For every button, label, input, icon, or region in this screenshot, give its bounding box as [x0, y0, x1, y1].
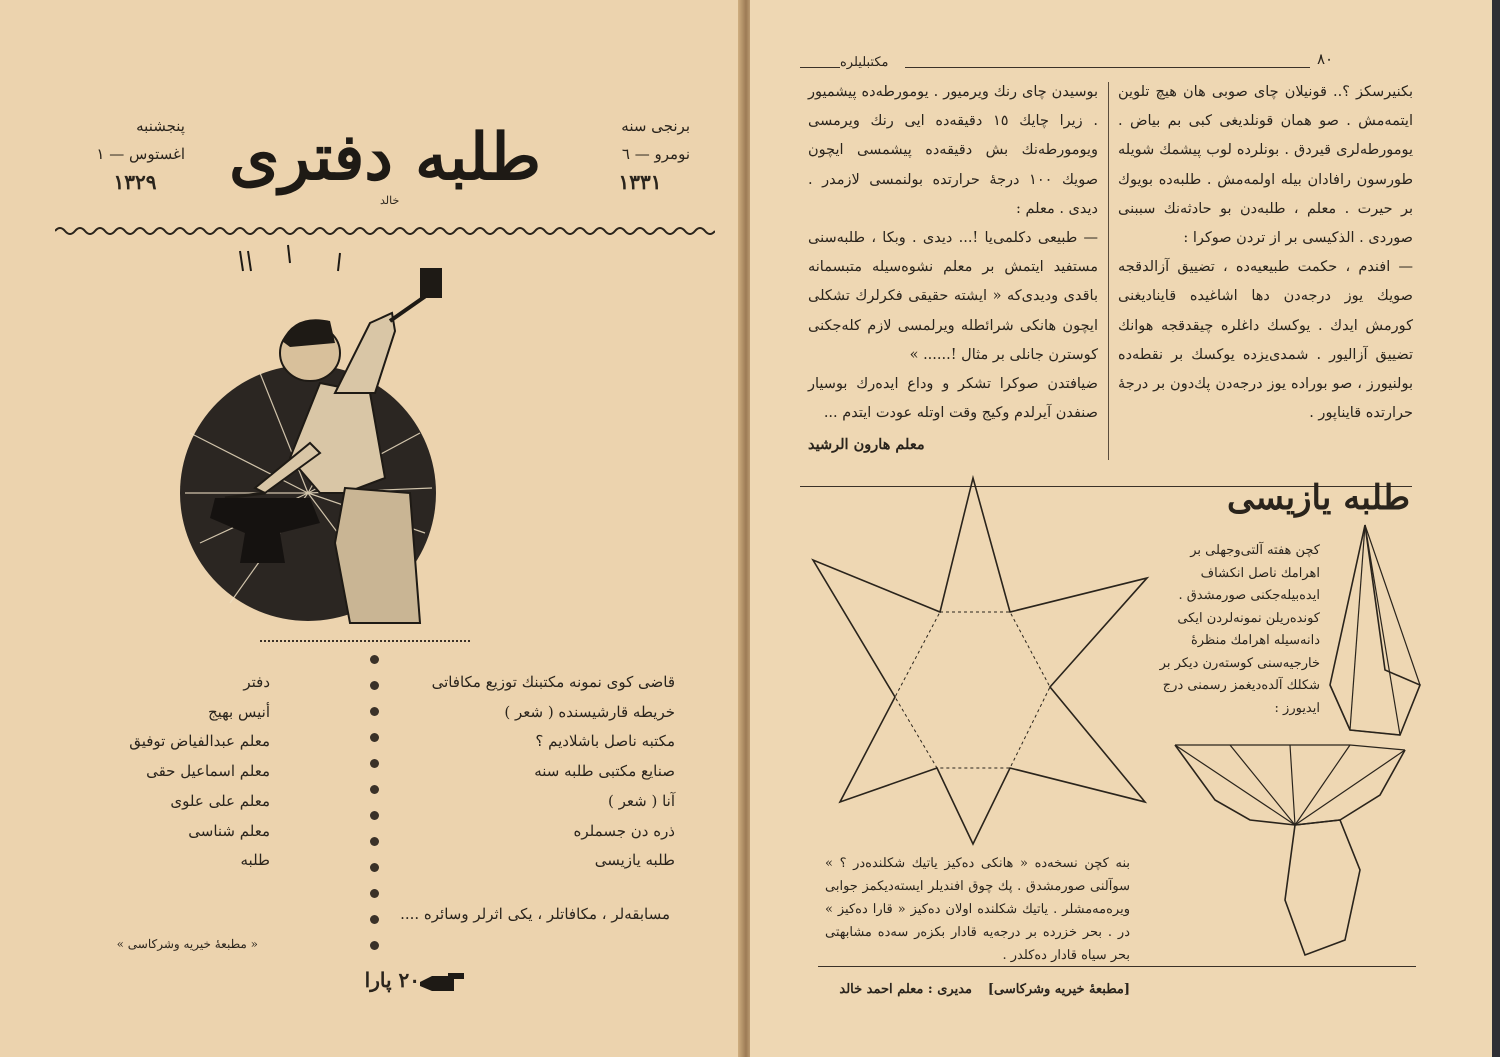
- toc-author: معلم عبدالفیاض توفیق: [129, 732, 270, 751]
- pointing-hand-icon: [418, 970, 468, 994]
- running-header-title: مکتبلیلره: [840, 55, 889, 70]
- masthead-title: طلبه دفتری: [229, 120, 541, 195]
- toc-author: معلم اسماعیل حقی: [146, 762, 270, 781]
- toc-author: طلبه: [240, 851, 270, 870]
- article-column-left: [808, 78, 1098, 460]
- toc-bullet: [370, 681, 379, 690]
- toc-title: طلبه یازیسی: [594, 851, 675, 870]
- six-point-star-net-figure: [805, 472, 1155, 852]
- hexagonal-pyramid-figure: [1325, 520, 1425, 750]
- pyramid-net-figure: [1170, 740, 1410, 960]
- toc-bullet: [370, 785, 379, 794]
- figure-description: کچن هفته آلتی‌وجهلی بر اهرامك ناصل انکشاف ایده‌بیله‌جکنی صورمشدق . کوندەریلن نمونه‌لردن ایکی دانه‌سیله اهرامك منظرهٔ خارجیه‌سنی کوسته‌رن دیکر بر شکلك آلده‌دیغمز رسمنی درج ایدیورز :: [1159, 543, 1320, 716]
- imprint: [مطبعهٔ خیریه وشرکاسی]: [987, 982, 1130, 997]
- toc-bullet: [370, 655, 379, 664]
- masthead-date-info: [85, 112, 185, 196]
- toc-bullet: [370, 733, 379, 742]
- toc-author: معلم شناسی: [188, 821, 270, 840]
- toc-bullet: [370, 759, 379, 768]
- editor-credit: مدیری : معلم احمد خالد: [839, 982, 972, 997]
- toc-title: قاضی کوی نمونه مکتبنك توزیع مکافاتی: [431, 673, 675, 691]
- footer-rule: [818, 966, 1416, 967]
- toc-bullet: [370, 941, 379, 950]
- article-paragraph: — افندم ، حکمت طبیعیه‌ده ، تضییق آزالدقجه صویك یوز درجه‌دن دها اشاغیده قایناديغنی کورمش ایدك . یوکسك داغلره چیقدقجه هوانك تضییق آزالیور . شمدی‌یزده یوکسك بر نقطه‌ده بولنیورز ، صو بوراده یوز درجه‌دن پك‌دون بر درجهٔ حرارتده قایناپور .: [1118, 259, 1413, 422]
- page-number: ٨٠: [1317, 50, 1334, 68]
- toc-title: مکتبه ناصل باشلادیم ؟: [535, 732, 675, 751]
- toc-author: معلم علی علوی: [170, 791, 270, 810]
- column-divider: [1108, 82, 1109, 460]
- header-rule: [905, 67, 1310, 68]
- masthead-year-label: برنجی سنه: [621, 117, 690, 135]
- article-column-right: [1118, 78, 1413, 428]
- toc-bullet: [370, 863, 379, 872]
- masthead-signature: خالد: [380, 194, 400, 207]
- article-paragraph: بکنیرسکز ؟.. قونیلان چای صوبی هان هیچ تلوین ایتمەمش . صو همان قونلدیغی کبی بم بیاض . یومورطه‌لری قیردق . بونلرده لوب پیشمك شویله طورسون رافادان بیله اولمەمش . طلبه‌ده بویوك بر حیرت . معلم ، طلبه‌دن بو حادثه‌نك سببنی صوردی . الذکیسی بر از تردن صوکرا :: [1118, 84, 1413, 247]
- masthead-date: اغستوس — ١: [96, 145, 185, 163]
- author-signature: معلم هارون الرشید: [808, 436, 925, 454]
- toc-authors: [90, 668, 270, 876]
- dotted-separator: [260, 640, 470, 642]
- article-paragraph: — طبیعی دکلمی‌یا !... دیدی . وبکا ، طلبه‌سنی مستفید ایتمش بر معلم نشوه‌سیله متبسمانه باقدی ودیدی‌که « ایشته حقیقی فکرلرك تشکلی ایچون هانکی شرائطله ویرلمسی لازم کله‌جکنی کوسترن جانلی بر مثال !...... »: [808, 230, 1098, 363]
- toc-titles: [420, 668, 675, 876]
- price-label: ٢٠ پارا: [364, 968, 420, 992]
- toc-title: صنایع مکتبی طلبه سنه: [534, 762, 675, 781]
- cover-footer-note: مسابقه‌لر ، مکافاتلر ، یکی اثرلر وسائره ....: [400, 905, 670, 923]
- blacksmith-illustration: [170, 243, 445, 638]
- masthead-hijri-year: ١٣٣١: [618, 170, 662, 194]
- question-footnote: بنه کچن نسخه‌ده « هانکی ده‌کیز یاتیك شکلنده‌در ؟ » سوآلنی صورمشدق . پك چوق افندیلر ایسته‌دیکمز جوابی ویره‌مه‌مشلر . یاتیك شکلنده اولان ده‌کیز « قارا ده‌کیز » در . بحر خزرده بر درجه‌یه قادار بکزه‌ر سه‌ده مشابهتی بحر سیاه قادار ده‌کلدر .: [825, 856, 1130, 963]
- press-name: « مطبعهٔ خیریه وشرکاسی »: [116, 937, 258, 951]
- toc-title: آنا ( شعر ): [607, 791, 675, 810]
- masthead-rumi-year: ١٣٢٩: [113, 170, 157, 194]
- toc-bullet: [370, 707, 379, 716]
- toc-title: ذره دن جسملره: [573, 821, 675, 840]
- section-title: طلبه یازیسی: [1226, 478, 1410, 518]
- masthead-issue-info: [590, 112, 690, 196]
- toc-title: خریطه قارشیسنده ( شعر ): [504, 702, 675, 721]
- left-page-cover: [0, 0, 745, 1057]
- toc-author: أنیس بهیج: [207, 702, 270, 721]
- wavy-divider: [55, 225, 715, 237]
- article-paragraph: بوسیدن چای رنك ویرمیور . یومورطه‌ده پیشمیور . زیرا چایك ١٥ دقیقه‌ده ایی رنك ویرمسی ویومورطه‌نك بش دقیقه‌ده پیشمسی ایچون صویك ١٠٠ درجهٔ حرارتده بولنمسی لازمدر . دیدی . معلم :: [808, 84, 1099, 217]
- article-paragraph: ضیافتدن صوکرا تشکر و وداع ایده‌رك بوسیار صنفدن آیرلدم وکیج وقت اوتله عودت ایتدم ...: [808, 376, 1098, 422]
- masthead-weekday: پنجشنبه: [136, 117, 185, 135]
- masthead-issue-number: نومرو — ٦: [621, 145, 690, 163]
- page-edge: [1492, 0, 1500, 1057]
- header-rule: [800, 67, 840, 68]
- toc-bullet: [370, 889, 379, 898]
- toc-bullet: [370, 811, 379, 820]
- toc-author: دفتر: [243, 673, 270, 691]
- toc-bullet: [370, 837, 379, 846]
